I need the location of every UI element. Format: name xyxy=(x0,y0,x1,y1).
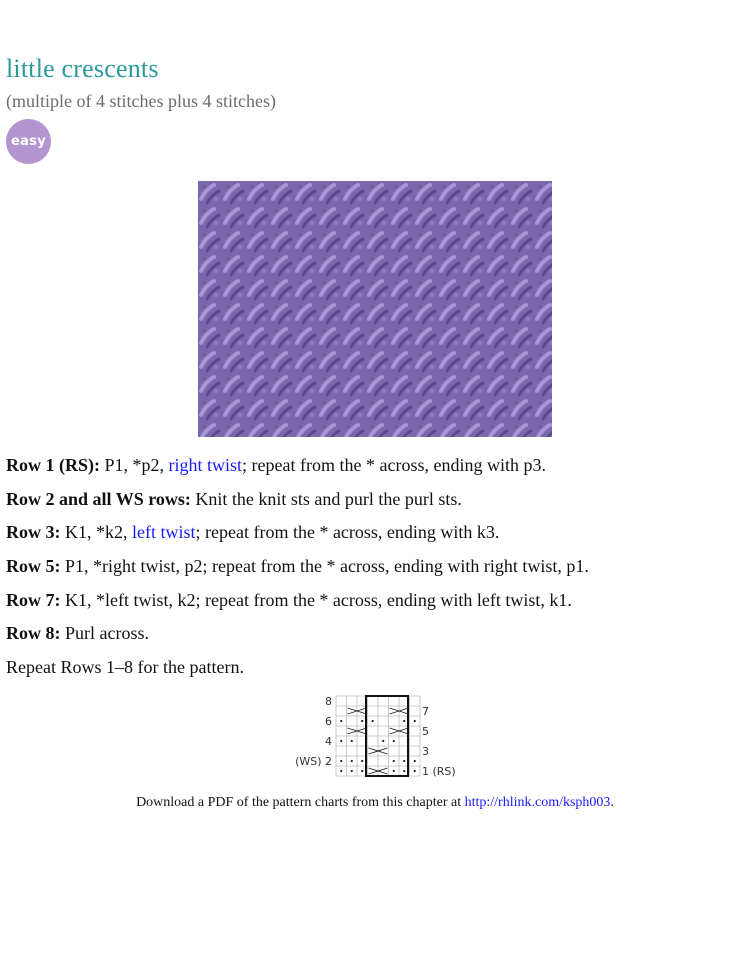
stitch-chart xyxy=(292,692,462,782)
right-twist-link[interactable]: right twist xyxy=(168,455,243,475)
purl-dot xyxy=(414,720,416,722)
chart-row-label-7: 7 xyxy=(422,705,429,718)
purl-dot xyxy=(403,760,405,762)
row-7-label: Row 7: xyxy=(6,590,61,610)
chart-row-label-4: 4 xyxy=(325,735,332,748)
row-5-text: P1, *right twist, p2; repeat from the * across, ending with right twist, p1. xyxy=(60,556,589,576)
knit-swatch-photo xyxy=(198,181,552,437)
chart-row-label-5: 5 xyxy=(422,725,429,738)
row-5-instruction xyxy=(6,555,589,577)
row-8-text: Purl across. xyxy=(60,623,149,643)
stitch-multiple-subtitle: (multiple of 4 stitches plus 4 stitches) xyxy=(6,91,276,111)
purl-dot xyxy=(340,770,342,772)
download-note xyxy=(0,795,750,811)
purl-dot xyxy=(414,760,416,762)
purl-dot xyxy=(351,740,353,742)
chart-row-label-6: 6 xyxy=(325,715,332,728)
purl-dot xyxy=(361,760,363,762)
difficulty-badge xyxy=(6,119,51,164)
page-title: little crescents xyxy=(6,54,159,83)
row-8-instruction xyxy=(6,622,149,644)
row-7-text: K1, *left twist, k2; repeat from the * across, ending with left twist, k1. xyxy=(60,590,572,610)
row-1-text-pre: P1, *p2, xyxy=(100,455,169,475)
purl-dot xyxy=(351,770,353,772)
purl-dot xyxy=(382,740,384,742)
purl-dot xyxy=(340,760,342,762)
row-3-instruction xyxy=(6,521,499,543)
row-2-label: Row 2 and all WS rows: xyxy=(6,489,191,509)
purl-dot xyxy=(361,720,363,722)
row-3-label: Row 3: xyxy=(6,522,61,542)
download-link[interactable]: http://rhlink.com/ksph003 xyxy=(464,795,611,810)
row-2-text: Knit the knit sts and purl the purl sts. xyxy=(190,489,462,509)
purl-dot xyxy=(351,760,353,762)
purl-dot xyxy=(372,720,374,722)
purl-dot xyxy=(361,770,363,772)
purl-dot xyxy=(393,770,395,772)
purl-dot xyxy=(393,760,395,762)
purl-dot xyxy=(340,740,342,742)
purl-dot xyxy=(403,720,405,722)
download-note-end: . xyxy=(610,795,614,810)
row-3-text-post: ; repeat from the * across, ending with k3. xyxy=(195,522,500,542)
row-2-instruction xyxy=(6,488,462,510)
row-3-text-pre: K1, *k2, xyxy=(60,522,132,542)
row-5-label: Row 5: xyxy=(6,556,61,576)
row-8-label: Row 8: xyxy=(6,623,61,643)
purl-dot xyxy=(414,770,416,772)
row-1-label: Row 1 (RS): xyxy=(6,455,100,475)
row-7-instruction xyxy=(6,589,572,611)
row-1-instruction xyxy=(6,454,546,476)
chart-row-label-8: 8 xyxy=(325,695,332,708)
difficulty-badge-label: easy xyxy=(10,134,46,149)
chart-row-label-3: 3 xyxy=(422,745,429,758)
chart-row-label-ws2: (WS) 2 xyxy=(295,755,332,768)
row-1-text-post: ; repeat from the * across, ending with p3. xyxy=(242,455,546,475)
repeat-instruction: Repeat Rows 1–8 for the pattern. xyxy=(6,657,244,677)
download-note-text: Download a PDF of the pattern charts from this chapter at xyxy=(136,795,465,810)
chart-row-label-rs1: 1 (RS) xyxy=(422,765,456,778)
purl-dot xyxy=(340,720,342,722)
purl-dot xyxy=(393,740,395,742)
left-twist-link[interactable]: left twist xyxy=(132,522,196,542)
purl-dot xyxy=(403,770,405,772)
